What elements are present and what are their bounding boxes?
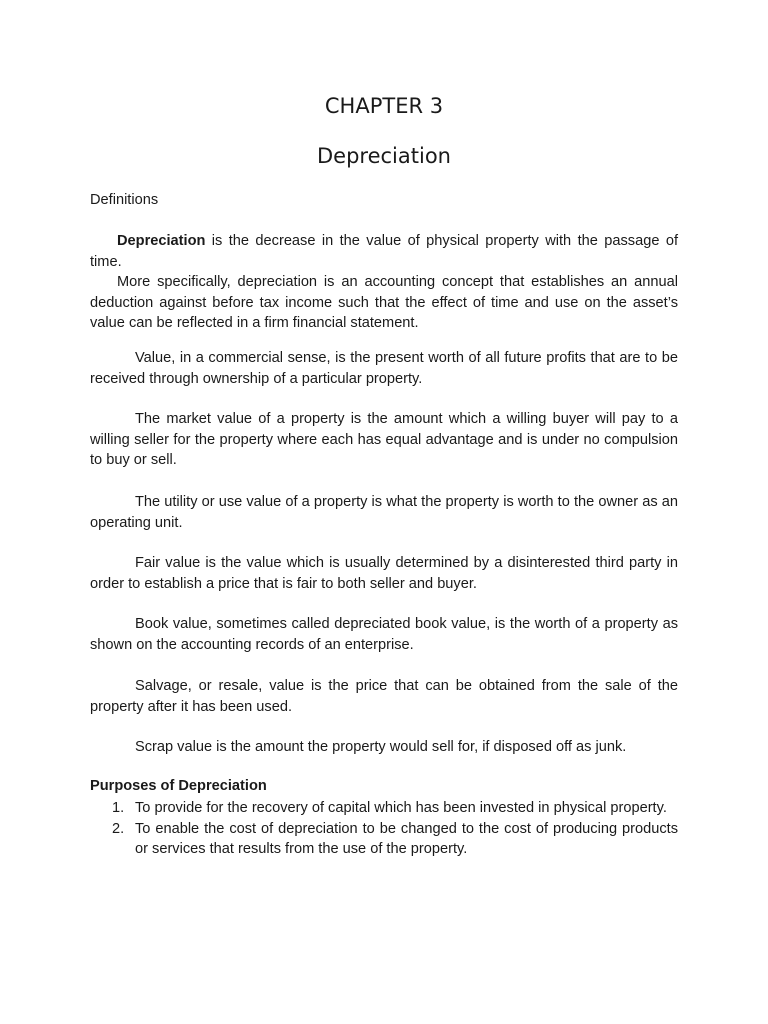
list-item [90,819,678,860]
list-item [90,798,678,819]
paragraph-fair-value: Fair value is the value which is usually determined by a disinterested third party in order to establish a price that is fair to both seller and buyer. [90,555,678,592]
chapter-title: Depreciation [317,144,451,168]
purposes-list [90,798,678,860]
depreciation-term: Depreciation [117,233,206,249]
paragraph-value: Value, in a commercial sense, is the present worth of all future profits that are to be received through ownership of a particular property. [90,350,678,387]
paragraph-salvage-value: Salvage, or resale, value is the price that can be obtained from the sale of the property after it has been used. [90,678,678,715]
intro-paragraph [90,231,678,272]
list-item-text: To enable the cost of depreciation to be changed to the cost of producing products or services that results from the use of the property. [135,820,678,857]
list-item-number: 1. [112,800,125,816]
list-item-text: To provide for the recovery of capital which has been invested in physical property. [135,800,667,816]
paragraph-market-value: The market value of a property is the amount which a willing buyer will pay to a willing seller for the property where each has equal advantage and is under no compulsion to buy or sell. [90,411,678,468]
paragraph-scrap-value: Scrap value is the amount the property would sell for, if disposed off as junk. [135,739,627,755]
paragraph-book-value: Book value, sometimes called depreciated book value, is the worth of a property as shown on the accounting records of an enterprise. [90,616,678,653]
intro-text: is the decrease in the value of physical property with the passage of time. [90,233,678,270]
specific-paragraph: More specifically, depreciation is an accounting concept that establishes an annual deduction against before tax income such that the effect of time and use on the asset’s value can be reflected in a firm financial statement. [90,274,678,331]
paragraph-utility-value: The utility or use value of a property is what the property is worth to the owner as an operating unit. [90,494,678,531]
definitions-label: Definitions [90,192,159,208]
chapter-number: CHAPTER 3 [324,94,444,118]
purposes-heading: Purposes of Depreciation [90,778,267,794]
definition-depreciation [90,231,678,334]
list-item-number: 2. [112,820,125,837]
